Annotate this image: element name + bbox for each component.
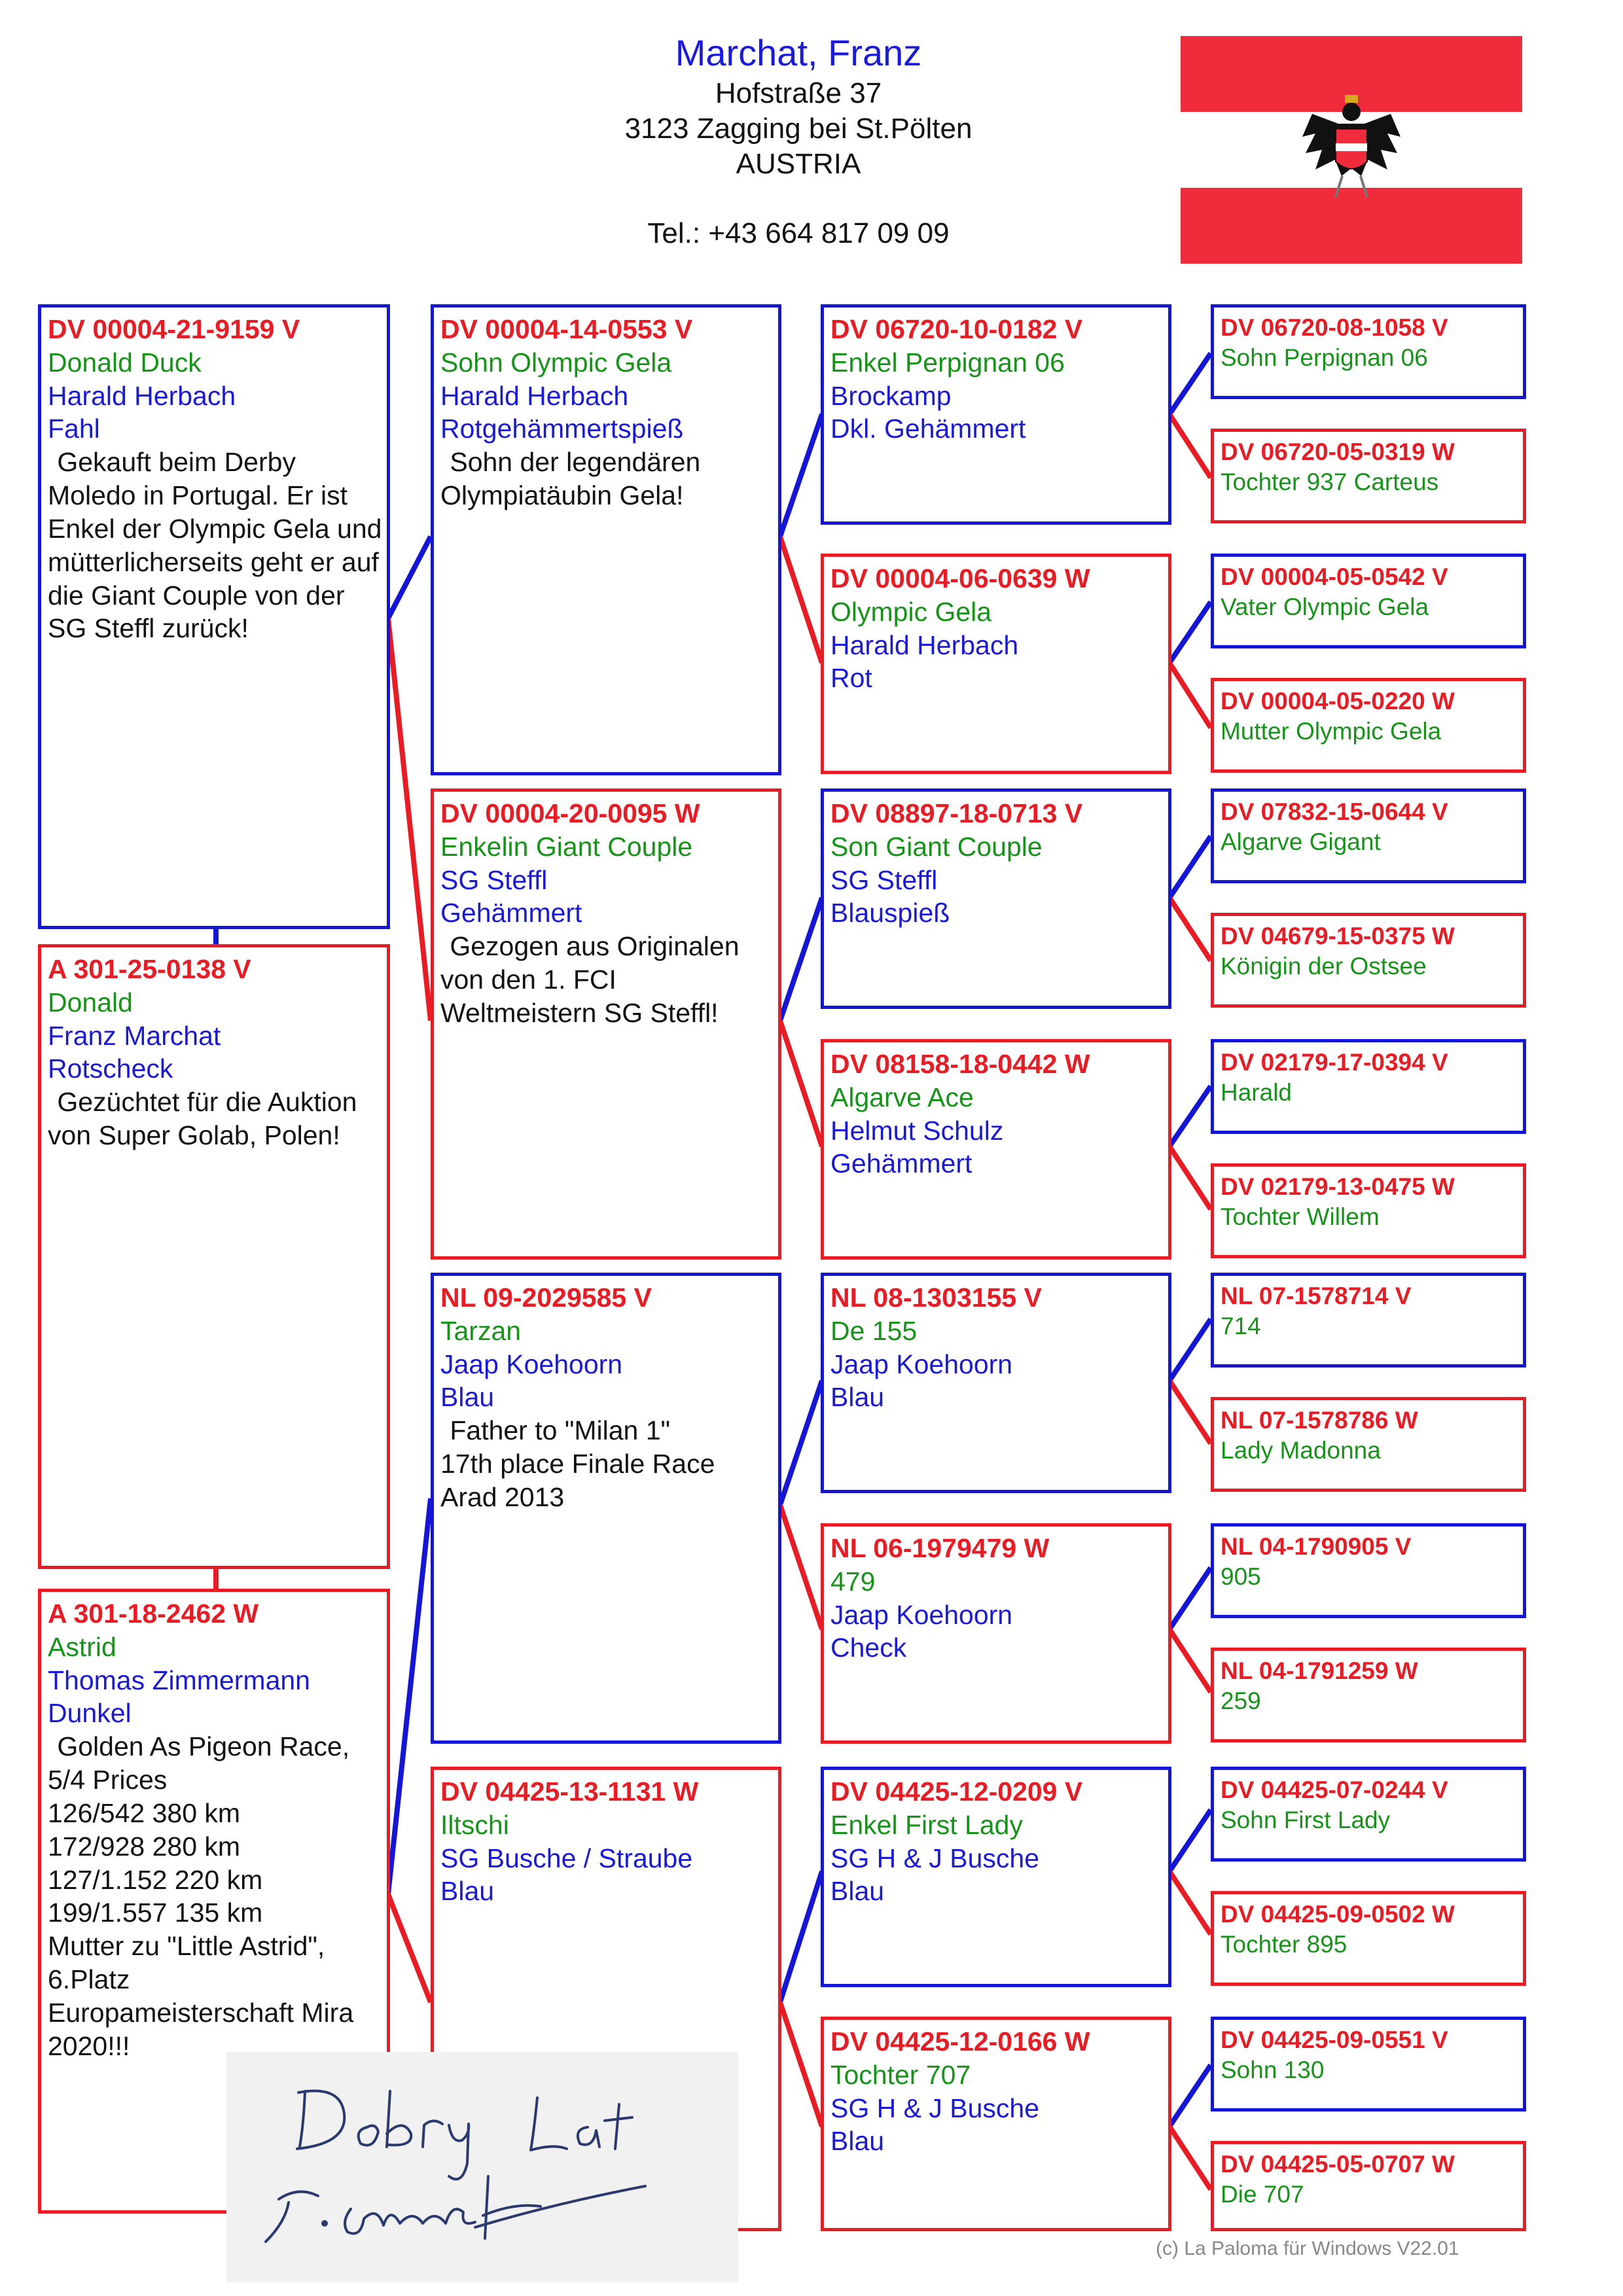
breeder-country: AUSTRIA <box>736 148 861 180</box>
pedigree-box-dam-sire <box>431 1273 781 1744</box>
pigeon-name: Sohn Olympic Gela <box>440 347 672 378</box>
ring-number: NL 08-1303155 V <box>830 1282 1042 1313</box>
ring-number: DV 04425-13-1131 W <box>440 1776 699 1807</box>
pigeon-name: Die 707 <box>1221 2180 1304 2208</box>
ring-number: DV 00004-14-0553 V <box>440 314 693 344</box>
breeder: Harald Herbach <box>440 380 629 411</box>
ring-number: DV 00004-20-0095 W <box>440 798 700 828</box>
pigeon-name: Mutter Olympic Gela <box>1221 717 1442 745</box>
plumage-color: Rotgehämmertspieß <box>440 414 684 444</box>
plumage-color: Blauspieß <box>830 898 950 928</box>
ring-number: DV 06720-05-0319 W <box>1221 438 1455 465</box>
breeder: Franz Marchat <box>48 1020 221 1051</box>
breeder: Jaap Koehoorn <box>830 1349 1013 1379</box>
pigeon-name: Tochter 707 <box>830 2059 971 2090</box>
pigeon-name: Son Giant Couple <box>830 831 1043 862</box>
pigeon-name: 714 <box>1221 1312 1261 1339</box>
plumage-color: Blau <box>440 1382 495 1413</box>
ring-number: NL 04-1791259 W <box>1221 1657 1418 1684</box>
copyright-footer: (c) La Paloma für Windows V22.01 <box>1156 2238 1459 2259</box>
pigeon-note: Gezogen aus Originalen von den 1. FCI Weltmeistern SG Steffl! <box>440 931 740 1028</box>
plumage-color: Check <box>830 1633 907 1663</box>
pedigree-box-ssd <box>821 554 1171 774</box>
plumage-color: Dunkel <box>48 1698 132 1729</box>
pigeon-name: Enkel First Lady <box>830 1809 1023 1840</box>
pigeon-name: Tochter 937 Carteus <box>1221 468 1439 495</box>
ring-number: DV 02179-13-0475 W <box>1221 1173 1455 1200</box>
breeder: SG Busche / Straube <box>440 1843 693 1873</box>
ring-number: DV 04425-05-0707 W <box>1221 2151 1455 2178</box>
ring-number: DV 07832-15-0644 V <box>1221 798 1448 825</box>
pigeon-name: Sohn 130 <box>1221 2056 1325 2083</box>
breeder: Brockamp <box>830 380 952 411</box>
pedigree-box-g4-1 <box>1211 304 1526 399</box>
pedigree-box-sire-sire <box>431 304 781 775</box>
pedigree-box-g4-2 <box>1211 429 1526 523</box>
pedigree-box-g4-7 <box>1211 1039 1526 1134</box>
breeder-name: Marchat, Franz <box>675 32 922 73</box>
pedigree-box-subject <box>38 944 390 1569</box>
plumage-color: Blau <box>440 1876 495 1907</box>
breeder: SG Steffl <box>440 864 548 895</box>
pigeon-name: Donald <box>48 987 133 1017</box>
pedigree-box-dss <box>821 1273 1171 1493</box>
pedigree-box-g4-13 <box>1211 1767 1526 1862</box>
breeder: SG H & J Busche <box>830 2093 1040 2123</box>
breeder-phone: Tel.: +43 664 817 09 09 <box>647 217 950 249</box>
ring-number: DV 00004-05-0542 V <box>1221 563 1448 590</box>
pigeon-name: Königin der Ostsee <box>1221 952 1427 980</box>
pedigree-box-dds <box>821 1767 1171 1987</box>
pedigree-box-g4-8 <box>1211 1163 1526 1258</box>
pigeon-note: Father to "Milan 1" 17th place Finale Race Arad 2013 <box>440 1415 715 1512</box>
ring-number: NL 07-1578786 W <box>1221 1407 1418 1434</box>
ring-number: DV 06720-10-0182 V <box>830 314 1083 344</box>
pedigree-box-sire-dam <box>431 788 781 1260</box>
pigeon-name: Tochter Willem <box>1221 1203 1380 1230</box>
pedigree-box-g4-12 <box>1211 1648 1526 1742</box>
breeder: SG Steffl <box>830 864 938 895</box>
pigeon-name: Harald <box>1221 1078 1292 1106</box>
pedigree-box-g4-5 <box>1211 788 1526 883</box>
pedigree-box-g4-16 <box>1211 2141 1526 2231</box>
pigeon-name: Enkel Perpignan 06 <box>830 347 1065 378</box>
pigeon-name: Astrid <box>48 1631 116 1662</box>
pigeon-name: Sohn Perpignan 06 <box>1221 344 1428 371</box>
pigeon-name: Enkelin Giant Couple <box>440 831 693 862</box>
pedigree-box-g4-14 <box>1211 1891 1526 1986</box>
breeder: Helmut Schulz <box>830 1115 1004 1146</box>
breeder: Harald Herbach <box>830 629 1019 660</box>
ring-number: A 301-18-2462 W <box>48 1598 259 1629</box>
pedigree-box-sire <box>38 304 390 929</box>
ring-number: DV 04679-15-0375 W <box>1221 923 1455 949</box>
pigeon-name: 259 <box>1221 1687 1261 1714</box>
plumage-color: Rotscheck <box>48 1053 173 1084</box>
ring-number: DV 08158-18-0442 W <box>830 1049 1090 1079</box>
plumage-color: Gehämmert <box>830 1148 972 1179</box>
ring-number: DV 04425-12-0166 W <box>830 2026 1090 2057</box>
breeder: Jaap Koehoorn <box>440 1349 623 1379</box>
pedigree-box-sdd <box>821 1039 1171 1260</box>
pigeon-name: Sohn First Lady <box>1221 1806 1391 1833</box>
breeder-city: 3123 Zagging bei St.Pölten <box>624 113 972 145</box>
plumage-color: Dkl. Gehämmert <box>830 414 1026 444</box>
ring-number: DV 08897-18-0713 V <box>830 798 1083 828</box>
pigeon-name: 479 <box>830 1566 876 1597</box>
ring-number: DV 00004-06-0639 W <box>830 563 1090 593</box>
pedigree-box-g4-11 <box>1211 1523 1526 1618</box>
ring-number: DV 00004-05-0220 W <box>1221 688 1455 715</box>
ring-number: DV 04425-07-0244 V <box>1221 1776 1448 1803</box>
pigeon-name: Lady Madonna <box>1221 1436 1381 1464</box>
pigeon-name: Algarve Ace <box>830 1082 974 1112</box>
pigeon-name: Iltschi <box>440 1809 509 1840</box>
ring-number: DV 06720-08-1058 V <box>1221 314 1448 341</box>
pedigree-box-g4-4 <box>1211 678 1526 773</box>
pigeon-name: Olympic Gela <box>830 596 992 627</box>
ring-number: NL 07-1578714 V <box>1221 1282 1412 1309</box>
plumage-color: Blau <box>830 1876 885 1907</box>
ring-number: DV 02179-17-0394 V <box>1221 1049 1448 1076</box>
pedigree-box-g4-6 <box>1211 913 1526 1008</box>
signature-text: Dobry Lot <box>240 2274 243 2275</box>
ring-number: NL 06-1979479 W <box>830 1533 1050 1563</box>
breeder: Harald Herbach <box>48 380 236 411</box>
pigeon-name: Algarve Gigant <box>1221 828 1381 855</box>
pigeon-name: Tarzan <box>440 1315 522 1346</box>
pedigree-box-g4-9 <box>1211 1273 1526 1368</box>
plumage-color: Fahl <box>48 414 100 444</box>
pedigree-box-g4-15 <box>1211 2017 1526 2111</box>
pedigree-box-dsd <box>821 1523 1171 1744</box>
pedigree-box-ddd <box>821 2017 1171 2231</box>
breeder: Thomas Zimmermann <box>48 1665 310 1695</box>
pigeon-name: Vater Olympic Gela <box>1221 593 1429 620</box>
plumage-color: Gehämmert <box>440 898 582 928</box>
pedigree-box-g4-10 <box>1211 1397 1526 1492</box>
ring-number: DV 00004-21-9159 V <box>48 314 300 344</box>
handwritten-signature <box>226 2052 738 2282</box>
pigeon-name: 905 <box>1221 1563 1261 1590</box>
ring-number: DV 04425-12-0209 V <box>830 1776 1083 1807</box>
pedigree-box-g4-3 <box>1211 554 1526 648</box>
pedigree-box-sds <box>821 788 1171 1009</box>
pigeon-name: Donald Duck <box>48 347 202 378</box>
pigeon-note: Gezüchtet für die Auktion von Super Golab, Polen! <box>48 1087 357 1151</box>
plumage-color: Blau <box>830 1382 885 1413</box>
pedigree-box-sss <box>821 304 1171 525</box>
pigeon-name: De 155 <box>830 1315 918 1346</box>
plumage-color: Rot <box>830 663 872 694</box>
pigeon-note: Gekauft beim Derby Moledo in Portugal. Er ist Enkel der Olympic Gela und mütterlicherseits geht er auf die Giant Couple von der SG Steffl zurück! <box>48 447 382 644</box>
breeder-street: Hofstraße 37 <box>715 77 882 109</box>
breeder: SG H & J Busche <box>830 1843 1040 1873</box>
ring-number: NL 04-1790905 V <box>1221 1533 1412 1560</box>
pigeon-note: Golden As Pigeon Race, 5/4 Prices 126/542 380 km 172/928 280 km 127/1.152 220 km 199/1.557 135 km Mutter zu "Little Astrid", 6.Platz Europameisterschaft Mira 2020!!! <box>48 1731 354 2061</box>
ring-number: A 301-25-0138 V <box>48 954 251 984</box>
pigeon-name: Tochter 895 <box>1221 1930 1347 1958</box>
plumage-color: Blau <box>830 2126 885 2157</box>
breeder: Jaap Koehoorn <box>830 1599 1013 1630</box>
ring-number: DV 04425-09-0551 V <box>1221 2026 1448 2053</box>
ring-number: NL 09-2029585 V <box>440 1282 652 1313</box>
pigeon-note: Sohn der legendären Olympiatäubin Gela! <box>440 447 701 511</box>
ring-number: DV 04425-09-0502 W <box>1221 1901 1455 1928</box>
